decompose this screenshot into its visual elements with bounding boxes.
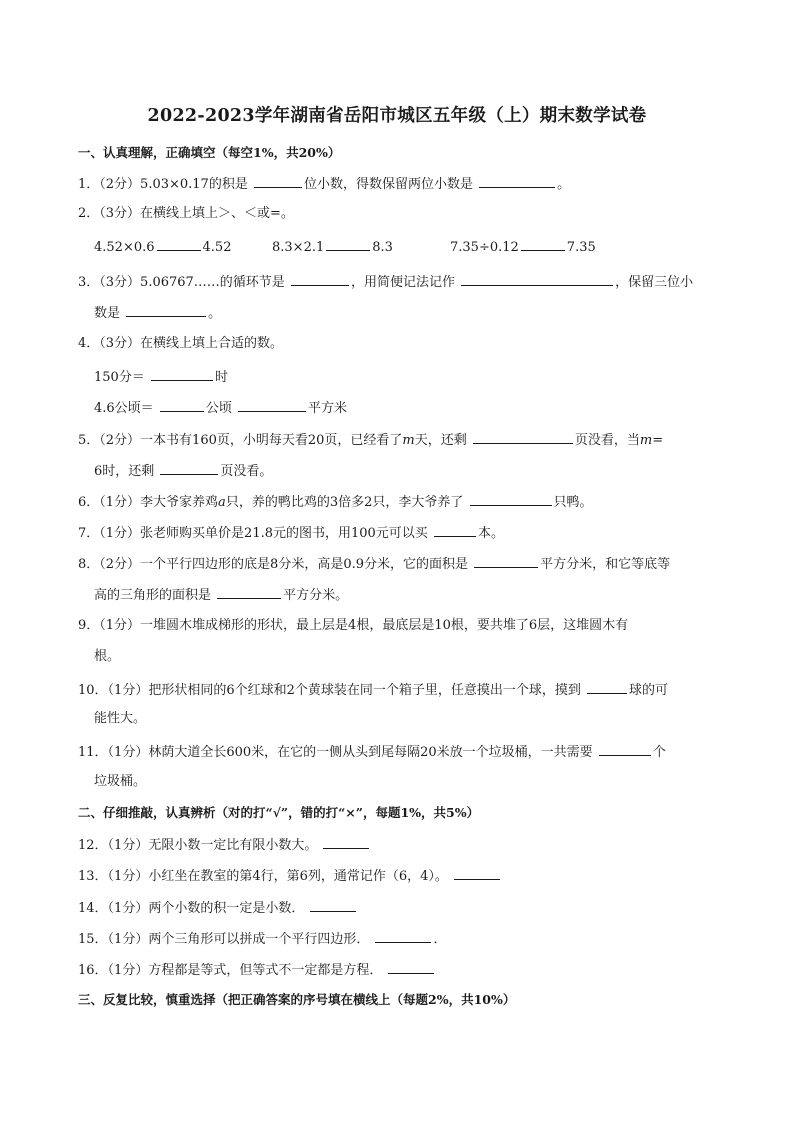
question-8-continued: 高的三角形的面积是 平方分米。 <box>94 584 724 606</box>
question-10: 10．（1分）把形状相同的6个红球和2个黄球装在同一个箱子里，任意摸出一个球，摸到 球的可 <box>78 679 724 701</box>
answer-blank[interactable] <box>461 271 613 286</box>
answer-blank[interactable] <box>375 928 431 943</box>
question-1: 1．（2分）5.03×0.17的积是 位小数，得数保留两位小数是 。 <box>78 173 724 195</box>
question-5-continued: 6时，还剩 页没看。 <box>94 460 724 482</box>
question-3-continued: 数是 。 <box>94 302 724 324</box>
section-3-heading: 三、反复比较，慎重选择（把正确答案的序号填在横线上（每题2%，共10%） <box>78 992 516 1007</box>
question-14: 14．（1分）两个小数的积一定是小数． <box>78 897 724 919</box>
answer-blank[interactable] <box>388 959 434 974</box>
question-4-part-1: 150分＝ 时 <box>94 366 724 388</box>
answer-blank[interactable] <box>470 491 552 506</box>
answer-blank[interactable] <box>599 741 651 756</box>
answer-blank[interactable] <box>310 897 356 912</box>
answer-blank[interactable] <box>160 460 218 475</box>
answer-blank[interactable] <box>254 173 302 188</box>
question-2-comparisons: 4.52×0.6 4.52 8.3×2.1 8.3 7.35÷0.12 7.35 <box>94 236 724 258</box>
question-13: 13．（1分）小红坐在教室的第4行，第6列，通常记作（6，4）。 <box>78 865 724 887</box>
answer-blank[interactable] <box>126 302 206 317</box>
question-6: 6．（1分）李大爷家养鸡a只，养的鸭比鸡的3倍多2只，李大爷养了 只鸭。 <box>78 491 724 513</box>
question-3: 3．（3分）5.06767……的循环节是 ，用简便记法记作 ，保留三位小 <box>78 271 724 293</box>
exam-title: 2022-2023学年湖南省岳阳市城区五年级（上）期末数学试卷 <box>147 106 647 126</box>
answer-blank[interactable] <box>521 236 565 251</box>
answer-blank[interactable] <box>291 271 349 286</box>
answer-blank[interactable] <box>473 429 573 444</box>
section-1-heading: 一、认真理解，正确填空（每空1%，共20%） <box>78 145 341 160</box>
question-4: 4．（3分）在横线上填上合适的数。 <box>78 336 284 351</box>
question-16: 16．（1分）方程都是等式，但等式不一定都是方程． <box>78 959 724 981</box>
answer-blank[interactable] <box>587 679 627 694</box>
answer-blank[interactable] <box>479 173 555 188</box>
answer-blank[interactable] <box>157 236 201 251</box>
answer-blank[interactable] <box>474 553 538 568</box>
answer-blank[interactable] <box>326 236 370 251</box>
question-7: 7．（1分）张老师购买单价是21.8元的图书，用100元可以买 本。 <box>78 522 724 544</box>
answer-blank[interactable] <box>160 397 204 412</box>
answer-blank[interactable] <box>238 397 306 412</box>
answer-blank[interactable] <box>151 366 213 381</box>
section-2-heading: 二、仔细推敲，认真辨析（对的打“√”，错的打“×”，每题1%，共5%） <box>78 805 480 820</box>
question-8: 8．（2分）一个平行四边形的底是8分米，高是0.9分米，它的面积是 平方分米，和它等底等 <box>78 553 724 575</box>
answer-blank[interactable] <box>323 834 369 849</box>
question-9: 9．（1分）一堆圆木堆成梯形的形状，最上层是4根，最底层是10根，要共堆了6层，这堆圆木有 <box>78 618 629 633</box>
question-15: 15．（1分）两个三角形可以拼成一个平行四边形． ． <box>78 928 724 950</box>
question-5: 5．（2分）一本书有160页，小明每天看20页，已经看了m天，还剩 页没看，当m= <box>78 429 724 451</box>
question-11-continued: 垃圾桶。 <box>94 774 147 789</box>
question-12: 12．（1分）无限小数一定比有限小数大。 <box>78 834 724 856</box>
question-10-continued: 能性大。 <box>94 711 147 726</box>
answer-blank[interactable] <box>217 584 281 599</box>
answer-blank[interactable] <box>454 865 500 880</box>
question-2: 2．（3分）在横线上填上＞、＜或=。 <box>78 206 294 221</box>
question-9-continued: 根。 <box>94 649 121 664</box>
question-11: 11．（1分）林荫大道全长600米，在它的一侧从头到尾每隔20米放一个垃圾桶，一共需要 个 <box>78 741 724 763</box>
answer-blank[interactable] <box>434 522 476 537</box>
question-4-part-2: 4.6公顷＝ 公顷 平方米 <box>94 397 724 419</box>
